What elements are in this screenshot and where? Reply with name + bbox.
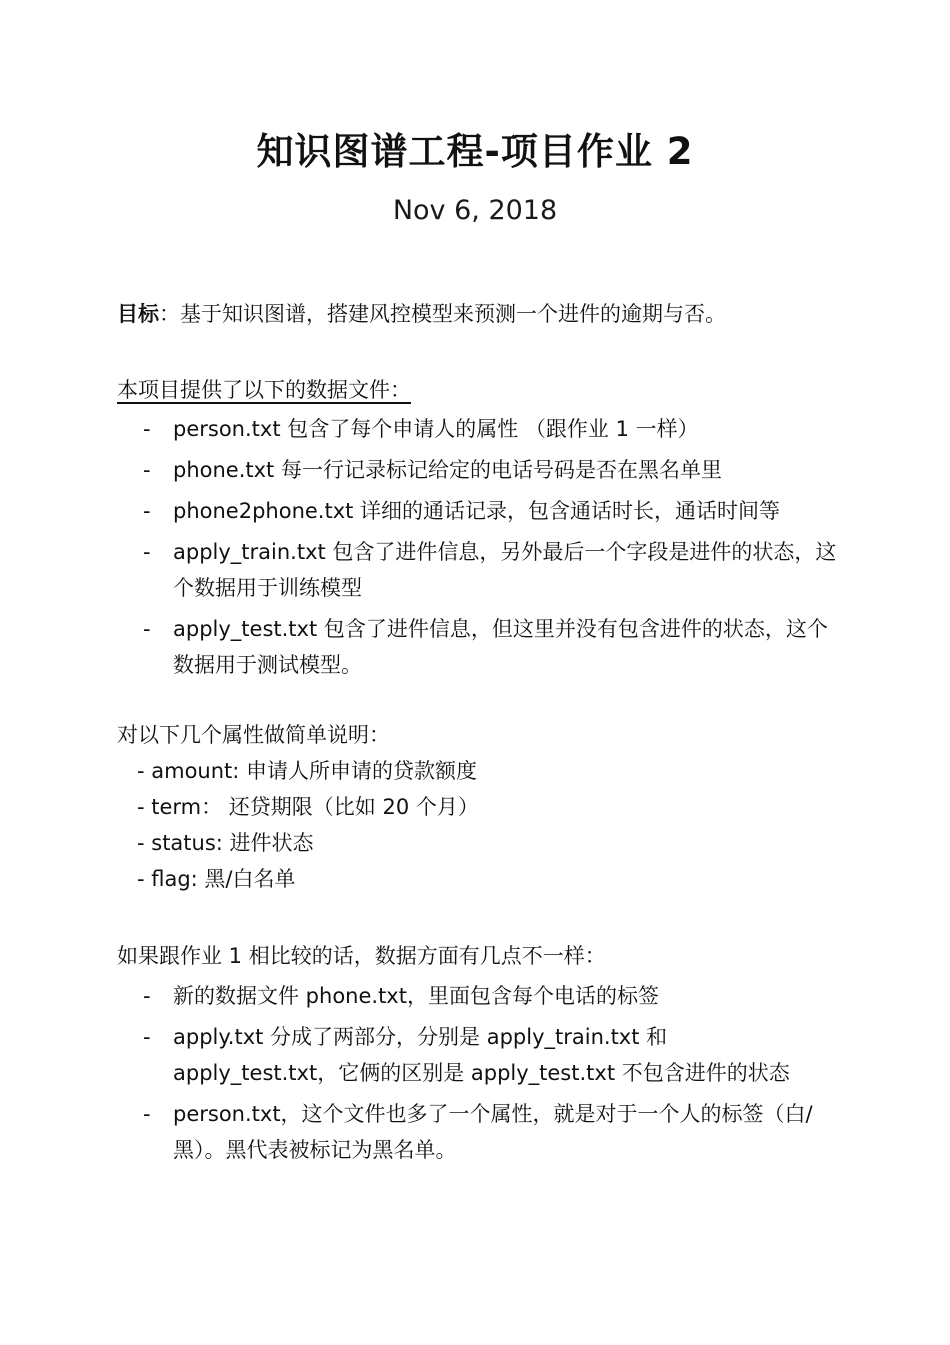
differences-list: [117, 978, 837, 1168]
list-item: [117, 1096, 837, 1168]
list-item-text: apply_test.txt 包含了进件信息，但这里并没有包含进件的状态，这个数据用于测试模型。: [173, 617, 828, 677]
list-item: - term： 还贷期限（比如 20 个月）: [137, 795, 479, 819]
list-item-text: apply.txt 分成了两部分，分别是 apply_train.txt 和 apply_test.txt，它俩的区别是 apply_test.txt 不包含进件的状态: [173, 1025, 790, 1085]
dash-marker: -: [143, 1102, 151, 1126]
list-item: [117, 452, 837, 488]
dash-marker: -: [143, 499, 151, 523]
dash-marker: -: [143, 417, 151, 441]
document-title: 知识图谱工程-项目作业 2: [256, 130, 694, 173]
attributes-section: [117, 717, 837, 897]
differences-section: [117, 938, 837, 1168]
list-item: [117, 978, 837, 1014]
list-item: - amount: 申请人所申请的贷款额度: [137, 759, 478, 783]
differences-heading: 如果跟作业 1 相比较的话，数据方面有几点不一样：: [117, 944, 606, 968]
list-item-text: person.txt 包含了每个申请人的属性 （跟作业 1 一样）: [173, 417, 699, 441]
dash-marker: -: [143, 984, 151, 1008]
list-item-text: apply_train.txt 包含了进件信息，另外最后一个字段是进件的状态，这个数据用于训练模型: [173, 540, 837, 600]
dash-marker: -: [143, 458, 151, 482]
list-item-text: person.txt，这个文件也多了一个属性，就是对于一个人的标签（白/黑）。黑代表被标记为黑名单。: [173, 1102, 813, 1162]
list-item: [117, 611, 837, 683]
document-date: Nov 6, 2018: [392, 195, 558, 226]
list-item: [117, 1019, 837, 1091]
list-item-text: 新的数据文件 phone.txt，里面包含每个电话的标签: [173, 984, 659, 1008]
list-item: [117, 534, 837, 606]
list-item-text: phone.txt 每一行记录标记给定的电话号码是否在黑名单里: [173, 458, 722, 482]
list-item: - flag: 黑/白名单: [137, 867, 296, 891]
goal-label: 目标: [117, 302, 159, 326]
list-item: [117, 493, 837, 529]
files-list: [117, 411, 837, 683]
dash-marker: -: [143, 617, 151, 641]
list-item: - status: 进件状态: [137, 831, 314, 855]
goal-text: ：基于知识图谱，搭建风控模型来预测一个进件的逾期与否。: [159, 302, 726, 326]
files-heading: 本项目提供了以下的数据文件：: [117, 378, 411, 402]
files-section: [117, 372, 837, 683]
dash-marker: -: [143, 540, 151, 564]
dash-marker: -: [143, 1025, 151, 1049]
attributes-heading: 对以下几个属性做简单说明：: [117, 723, 390, 747]
list-item: [117, 411, 837, 447]
goal-paragraph: [117, 296, 857, 332]
list-item-text: phone2phone.txt 详细的通话记录，包含通话时长，通话时间等: [173, 499, 781, 523]
